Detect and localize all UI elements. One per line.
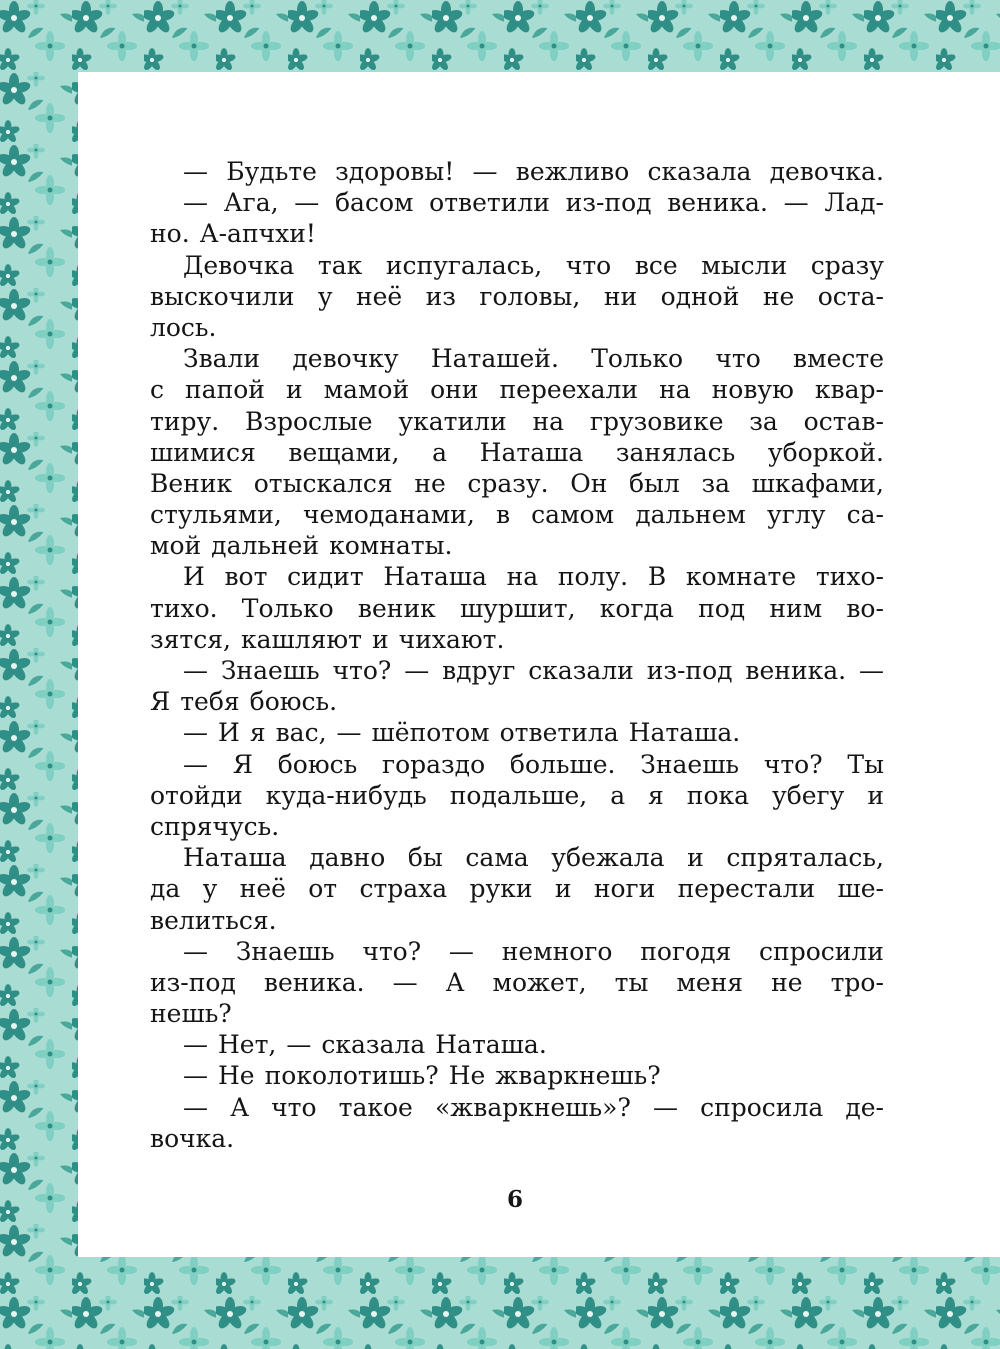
word: мой [150, 531, 202, 561]
word: чихают. [398, 624, 505, 654]
word: — [294, 188, 320, 218]
text-line [150, 717, 884, 748]
word: са- [846, 500, 884, 530]
word: ни [603, 281, 638, 311]
word: сама [465, 843, 529, 873]
word: Нет, [218, 1030, 277, 1060]
word: и [687, 843, 704, 873]
word: под [698, 593, 746, 623]
word: был [628, 468, 680, 498]
word: — [183, 1030, 208, 1060]
text-line [150, 1092, 884, 1123]
word: вещами, [288, 437, 400, 467]
word: Ага, [223, 188, 279, 218]
word: полу. [557, 562, 629, 592]
word: Веник [150, 468, 233, 498]
text-line [150, 749, 884, 780]
word: пока [686, 780, 750, 810]
word: — [652, 1092, 678, 1122]
word: сказала [321, 1030, 426, 1060]
word: одной [660, 281, 740, 311]
word: я [648, 780, 664, 810]
word: укатили [398, 406, 507, 436]
word: — [448, 936, 474, 966]
word: — [783, 188, 809, 218]
word: — [392, 967, 418, 997]
word: спрячусь. [150, 811, 280, 841]
word: Девочка [183, 250, 295, 280]
word: комнаты. [329, 531, 453, 561]
word: ответили [429, 188, 550, 218]
word: нешь? [150, 999, 232, 1029]
word: ноги [593, 874, 656, 904]
word: вот [224, 562, 268, 592]
text-line [150, 967, 884, 998]
word: ним [769, 593, 823, 623]
word: Он [570, 468, 608, 498]
word: лось. [150, 312, 217, 342]
word: тиру. [150, 406, 220, 436]
word: куда-нибудь [265, 780, 427, 810]
word: папой [185, 375, 265, 405]
word: мамой [323, 375, 410, 405]
word: здоровы! [335, 157, 455, 186]
word: Знаешь [220, 656, 320, 685]
word: вас, [275, 718, 327, 748]
word: остав- [803, 406, 884, 436]
word: за [749, 406, 778, 436]
text-line [150, 406, 884, 437]
word: сразу [810, 250, 884, 280]
word: А [445, 967, 465, 997]
word: Взрослые [244, 406, 373, 436]
word: от [308, 874, 338, 904]
word: веник [357, 593, 436, 623]
word: спросила [700, 1092, 824, 1122]
word: В [647, 562, 667, 592]
word: меня [676, 967, 744, 997]
word: такое [338, 1092, 413, 1122]
word: — [404, 656, 430, 685]
word: убежала [551, 843, 665, 873]
word: давно [309, 843, 386, 873]
word: тихо. [150, 593, 218, 623]
word: дальнем [635, 500, 746, 530]
story-text [150, 156, 884, 1154]
text-line [150, 686, 884, 717]
word: так [317, 250, 363, 280]
word: Наташей. [430, 344, 559, 374]
word: — [472, 157, 498, 186]
word: Ты [847, 749, 884, 779]
text-line [150, 780, 884, 811]
word: больше. [509, 749, 616, 779]
word: велиться. [150, 905, 277, 935]
word: и [372, 624, 389, 654]
word: Не [218, 1061, 255, 1091]
text-line [150, 250, 884, 281]
text-line [150, 281, 884, 312]
word: вочка. [150, 1123, 235, 1153]
word: шимися [150, 437, 256, 467]
word: И [218, 718, 240, 748]
word: — [183, 718, 208, 748]
word: немного [501, 936, 613, 966]
word: И [183, 562, 205, 592]
word: и [285, 375, 303, 405]
word: поколотишь? [264, 1061, 439, 1091]
word: Я [150, 687, 171, 717]
word: страха [359, 874, 448, 904]
word: из-под [150, 967, 236, 997]
word: спряталась, [726, 843, 884, 873]
word: — [336, 718, 362, 748]
word: де- [845, 1092, 884, 1122]
word: отойди [150, 780, 243, 810]
text-line [150, 312, 884, 343]
word: в [495, 500, 511, 530]
word: погодя [640, 936, 732, 966]
word: Наташа [479, 437, 584, 467]
word: сразу. [467, 468, 549, 498]
text-line [150, 624, 884, 655]
word: — [183, 1092, 208, 1122]
word: — [183, 188, 208, 218]
text-line [150, 187, 884, 218]
word: — [183, 936, 208, 966]
text-line [150, 499, 884, 530]
text-line [150, 468, 884, 499]
word: — [183, 749, 208, 779]
word: боюсь. [249, 687, 338, 717]
text-line [150, 530, 884, 561]
word: А-апчхи! [199, 219, 316, 249]
word: тихо- [815, 562, 884, 592]
word: веника. [745, 656, 847, 685]
word: сидит [287, 562, 364, 592]
word: но. [150, 219, 190, 249]
word: Только [241, 593, 334, 623]
text-line [150, 561, 884, 592]
word: Знаешь [235, 936, 335, 966]
word: перестали [677, 874, 816, 904]
word: может, [492, 967, 587, 997]
word: из-под [565, 188, 652, 218]
word: — [183, 1061, 208, 1091]
text-line [150, 811, 884, 842]
word: неё [239, 874, 286, 904]
word: девочку [292, 344, 399, 374]
word: из-под [646, 656, 733, 685]
word: что? [332, 656, 392, 685]
word: басом [335, 188, 414, 218]
word: Наташа. [435, 1030, 547, 1060]
word: на [532, 406, 565, 436]
word: веника. [667, 188, 768, 218]
text-line [150, 936, 884, 967]
word: с [150, 375, 165, 405]
word: что? [763, 749, 823, 779]
word: зятся, [150, 624, 231, 654]
word: ответила [499, 718, 619, 748]
word: шкафами, [751, 468, 884, 498]
text-line [150, 1029, 884, 1060]
word: на [506, 562, 539, 592]
word: а [610, 780, 626, 810]
text-line [150, 1123, 884, 1154]
word: за [701, 468, 730, 498]
word: жваркнешь? [495, 1061, 661, 1091]
text-line [150, 156, 884, 187]
word: тро- [830, 967, 884, 997]
word: бы [407, 843, 443, 873]
word: руки [469, 874, 533, 904]
text-line [150, 873, 884, 904]
text-line [150, 998, 884, 1029]
word: что [715, 344, 761, 374]
word: Не [448, 1061, 486, 1091]
word: квар- [814, 375, 884, 405]
word: кашляют [240, 624, 362, 654]
word: Наташа [383, 562, 487, 592]
word: вдруг [442, 656, 516, 685]
word: все [634, 250, 678, 280]
word: Наташа [183, 843, 287, 873]
word: не [414, 468, 446, 498]
word: переехали [499, 375, 639, 405]
word: боюсь [277, 749, 358, 779]
word: самом [531, 500, 615, 530]
text-line [150, 842, 884, 873]
word: у [317, 281, 333, 311]
word: оста- [817, 281, 884, 311]
word: ше- [837, 874, 884, 904]
word: а [432, 437, 448, 467]
word: у [202, 874, 218, 904]
word: Будьте [226, 157, 317, 186]
word: испугалась, [385, 250, 543, 280]
word: не [771, 967, 803, 997]
text-line [150, 1060, 884, 1091]
word: уборкой. [767, 437, 884, 467]
word: я [249, 718, 266, 748]
word: ты [614, 967, 649, 997]
text-line [150, 437, 884, 468]
word: Лад- [824, 188, 884, 218]
text-line [150, 374, 884, 405]
word: комнате [685, 562, 797, 592]
word: сказала [647, 157, 752, 186]
word: подальше, [449, 780, 588, 810]
text-line [150, 343, 884, 374]
word: вежливо [515, 157, 630, 186]
word: гораздо [381, 749, 486, 779]
word: дальней [211, 531, 320, 561]
word: Наташа. [628, 718, 741, 748]
word: — [183, 157, 208, 186]
word: спросили [759, 936, 884, 966]
word: и [554, 874, 572, 904]
word: выскочили [150, 281, 295, 311]
text-line [150, 218, 884, 249]
word: на [659, 375, 691, 405]
word: и [867, 780, 884, 810]
word: новую [711, 375, 794, 405]
word: сказали [528, 656, 634, 685]
word: Я [232, 749, 253, 779]
word: что? [362, 936, 422, 966]
word: из [425, 281, 456, 311]
word: «жваркнешь»? [434, 1092, 631, 1122]
word: вместе [793, 344, 884, 374]
word: они [430, 375, 479, 405]
word: во- [846, 593, 884, 623]
word: веника. [263, 967, 365, 997]
text-line [150, 905, 884, 936]
word: Знаешь [640, 749, 740, 779]
word: что [565, 250, 612, 280]
word: тебя [180, 687, 240, 717]
word: Звали [183, 344, 261, 374]
word: девочка. [769, 157, 884, 186]
word: да [150, 874, 181, 904]
word: отыскался [253, 468, 393, 498]
word: убегу [771, 780, 845, 810]
word: мысли [701, 250, 788, 280]
text-line [150, 593, 884, 624]
word: шуршит, [459, 593, 576, 623]
word: — [183, 656, 208, 685]
page-number: 6 [506, 1186, 523, 1213]
word: шёпотом [371, 718, 490, 748]
word: неё [355, 281, 403, 311]
word: углу [767, 500, 826, 530]
word: не [762, 281, 795, 311]
word: — [286, 1030, 312, 1060]
text-line [150, 655, 884, 686]
word: Только [591, 344, 684, 374]
word: что [271, 1092, 317, 1122]
word: А [230, 1092, 250, 1122]
word: занялась [615, 437, 736, 467]
word: грузовике [589, 406, 724, 436]
word: когда [599, 593, 674, 623]
word: чемоданами, [303, 500, 475, 530]
word: стульями, [150, 500, 282, 530]
word: — [858, 656, 884, 685]
word: головы, [479, 281, 581, 311]
